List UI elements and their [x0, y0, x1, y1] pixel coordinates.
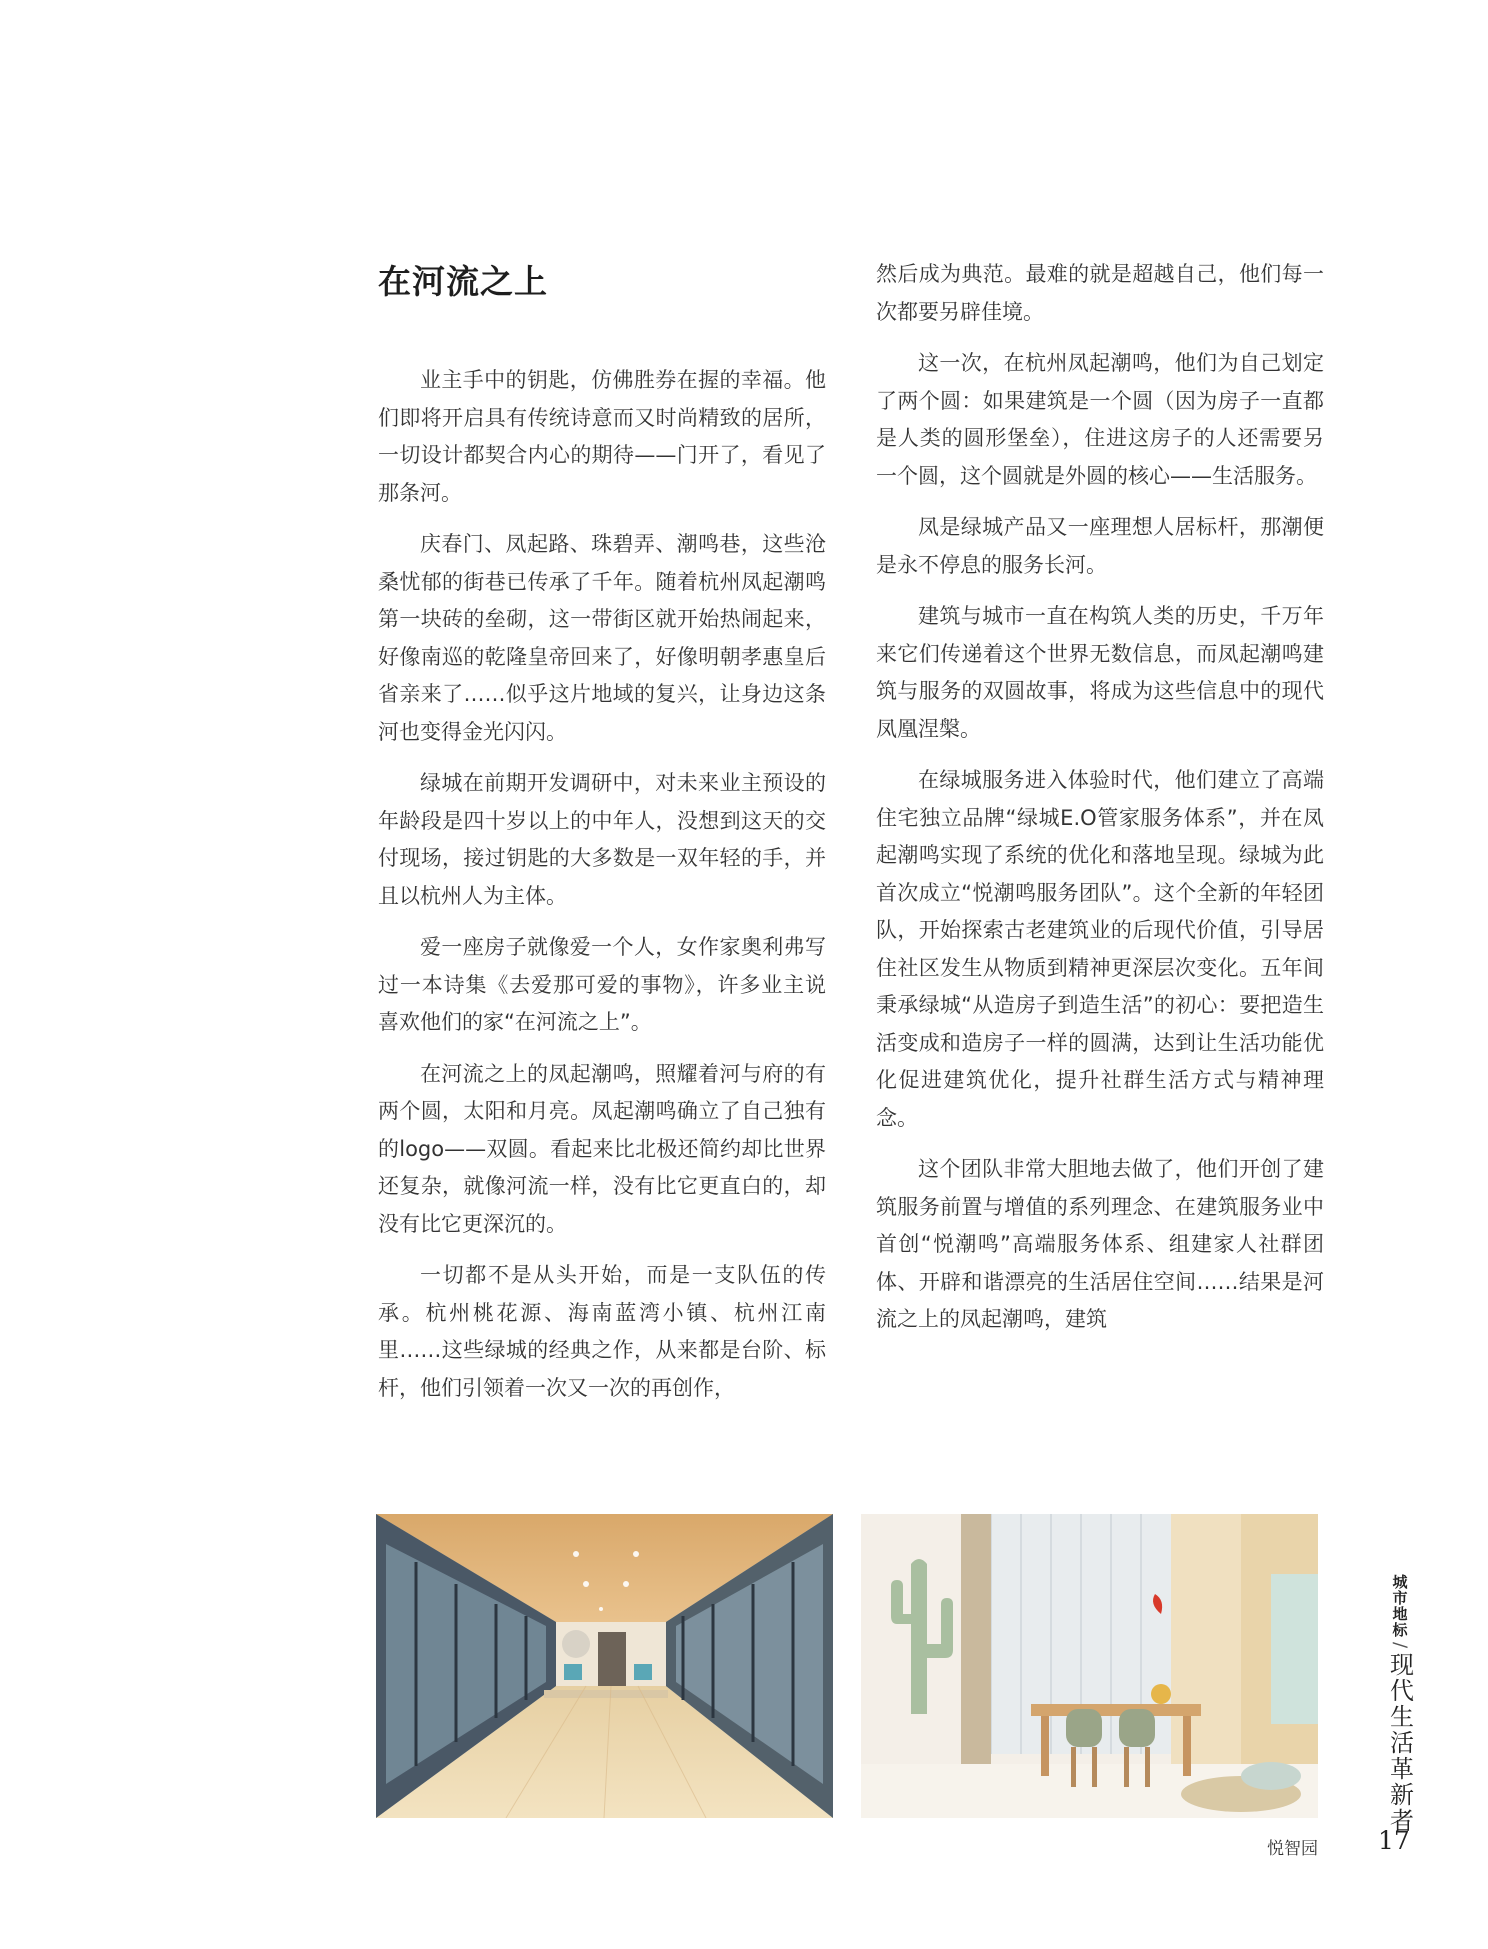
- photo-caption: 悦智园: [1267, 1839, 1318, 1859]
- section-name: 城市地标: [1390, 1574, 1409, 1638]
- corridor-photo: [376, 1514, 833, 1818]
- paragraph: 这一次，在杭州凤起潮鸣，他们为自己划定了两个圆：如果建筑是一个圆（因为房子一直都是人类的圆形堡垒），住进这房子的人还需要另一个圆，这个圆就是外圆的核心——生活服务。: [876, 351, 1324, 488]
- article-right-column: [876, 256, 1324, 1353]
- paragraph: 绿城在前期开发调研中，对未来业主预设的年龄段是四十岁以上的中年人，没想到这天的交付现场，接过钥匙的大多数是一双年轻的手，并且以杭州人为主体。: [378, 771, 826, 908]
- paragraph-continued: 然后成为典范。最难的就是超越自己，他们每一次都要另辟佳境。: [876, 262, 1324, 324]
- paragraph: 建筑与城市一直在构筑人类的历史，千万年来它们传递着这个世界无数信息，而凤起潮鸣建筑与服务的双圆故事，将成为这些信息中的现代凤凰涅槃。: [876, 604, 1324, 741]
- page-number: 17: [1378, 1826, 1410, 1855]
- section-sidebar: [1382, 1574, 1418, 1834]
- paragraph: 爱一座房子就像爱一个人，女作家奥利弗写过一本诗集《去爱那可爱的事物》，许多业主说喜欢他们的家“在河流之上”。: [378, 935, 826, 1034]
- paragraph: 在河流之上的凤起潮鸣，照耀着河与府的有两个圆，太阳和月亮。凤起潮鸣确立了自己独有的logo——双圆。看起来比北极还简约却比世界还复杂，就像河流一样，没有比它更直白的，却没有比它更深沉的。: [378, 1061, 826, 1236]
- kids-room-photo: [861, 1514, 1318, 1818]
- paragraph: 这个团队非常大胆地去做了，他们开创了建筑服务前置与增值的系列理念、在建筑服务业中首创“悦潮鸣”高端服务体系、组建家人社群团体、开辟和谐漂亮的生活居住空间……结果是河流之上的凤起潮鸣，建筑: [876, 1157, 1324, 1331]
- paragraph: 业主手中的钥匙，仿佛胜券在握的幸福。他们即将开启具有传统诗意而又时尚精致的居所，一切设计都契合内心的期待——门开了，看见了那条河。: [378, 368, 826, 505]
- article-title: 在河流之上: [378, 262, 548, 301]
- paragraph: 一切都不是从头开始，而是一支队伍的传承。杭州桃花源、海南蓝湾小镇、杭州江南里……这些绿城的经典之作，从来都是台阶、标杆，他们引领着一次又一次的再创作，: [378, 1263, 826, 1400]
- paragraph: 凤是绿城产品又一座理想人居标杆，那潮便是永不停息的服务长河。: [876, 515, 1324, 577]
- column-name: 现代生活革新者: [1385, 1652, 1414, 1835]
- paragraph: 在绿城服务进入体验时代，他们建立了高端住宅独立品牌“绿城E.O管家服务体系”，并在凤起潮鸣实现了系统的优化和落地呈现。绿城为此首次成立“悦潮鸣服务团队”。这个全新的年轻团队，开始探索古老建筑业的后现代价值，引导居住社区发生从物质到精神更深层次变化。五年间秉承绿城“从造房子到造生活”的初心：要把造生活变成和造房子一样的圆满，达到让生活功能优化促进建筑优化，提升社群生活方式与精神理念。: [876, 768, 1324, 1130]
- paragraph: 庆春门、凤起路、珠碧弄、潮鸣巷，这些沧桑忧郁的街巷已传承了千年。随着杭州凤起潮鸣第一块砖的垒砌，这一带街区就开始热闹起来，好像南巡的乾隆皇帝回来了，好像明朝孝惠皇后省亲来了……似乎这片地域的复兴，让身边这条河也变得金光闪闪。: [378, 532, 826, 744]
- section-divider: /: [1389, 1642, 1411, 1649]
- article-left-column: [378, 362, 826, 1421]
